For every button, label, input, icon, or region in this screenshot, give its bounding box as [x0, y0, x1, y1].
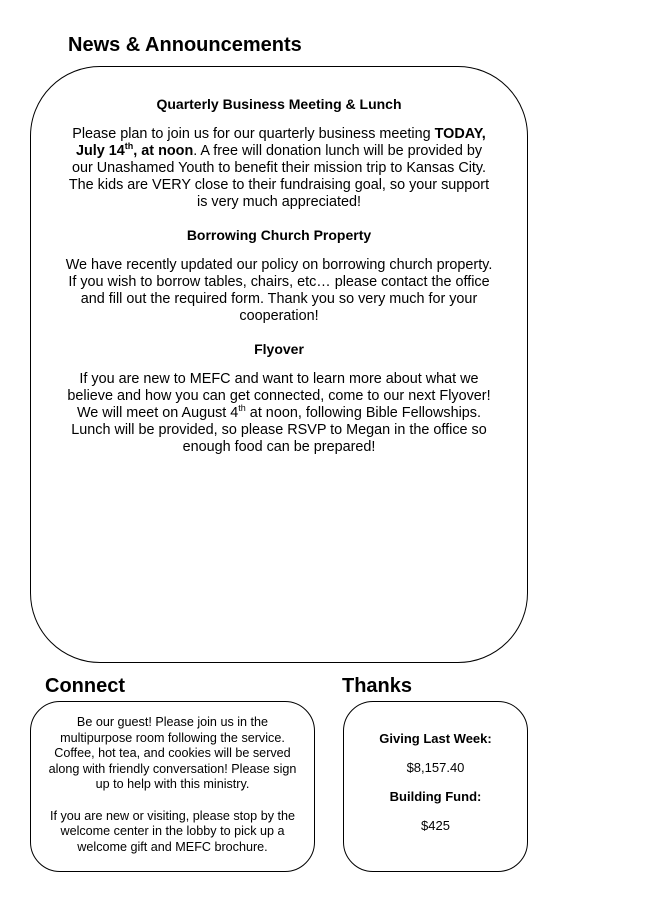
thanks-box [343, 701, 528, 872]
connect-paragraph: Be our guest! Please join us in the multipurpose room following the service. Coffee, hot tea, and cookies will be served along with friendly conversation! Please sign up to help with this ministry. [48, 715, 297, 791]
news-heading: News & Announcements [68, 34, 302, 56]
news-item-text: We have recently updated our policy on borrowing church property. If you wish to borrow tables, chairs, etc… please contact the office and fill out the required form. Thank you so very much for your cooperation! [65, 257, 493, 324]
connect-box [30, 701, 315, 872]
connect-heading: Connect [45, 675, 125, 697]
news-item-text: If you are new to MEFC and want to learn more about what we believe and how you can get connected, come to our next Flyover! We will meet on August 4th at noon, following Bible Fellowships. Lunch will be provided, so please RSVP to Megan in the office so enough food can be prepared! [67, 371, 491, 455]
thanks-heading: Thanks [342, 675, 413, 697]
news-box [30, 66, 528, 663]
news-item-title: Flyover [254, 341, 304, 357]
building-fund-label: Building Fund: [389, 789, 482, 804]
giving-value: $8,157.40 [406, 760, 465, 775]
news-item-title: Borrowing Church Property [186, 227, 372, 243]
building-fund-value: $425 [421, 818, 450, 833]
news-item-text: Please plan to join us for our quarterly business meeting TODAY, July 14th, at noon. A free will donation lunch will be provided by our Unashamed Youth to benefit their mission trip to Kansas City. The kids are VERY close to their fundraising goal, so your support is very much appreciated! [68, 126, 490, 210]
giving-label: Giving Last Week: [379, 731, 492, 746]
news-item-title: Quarterly Business Meeting & Lunch [156, 96, 402, 112]
connect-paragraph: If you are new or visiting, please stop by the welcome center in the lobby to pick up a welcome gift and MEFC brochure. [49, 808, 295, 854]
